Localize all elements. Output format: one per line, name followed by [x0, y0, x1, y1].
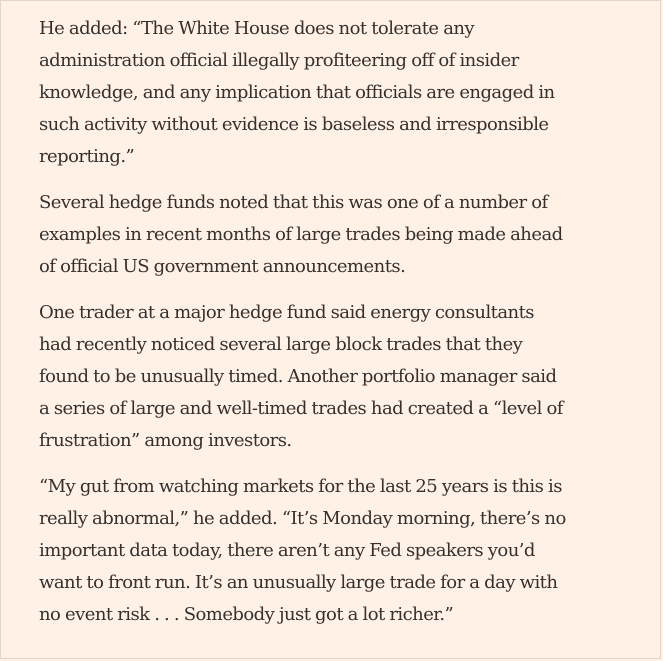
text-line: had recently noticed several large block trades that they: [39, 334, 523, 355]
text-line: “My gut from watching markets for the last 25 years is this is: [39, 476, 562, 497]
text-line: frustration” among investors.: [39, 430, 292, 451]
paragraph-gut-quote: [39, 471, 649, 631]
paragraph-hedge-funds: [39, 187, 649, 283]
text-line: no event risk . . . Somebody just got a lot richer.”: [39, 604, 454, 625]
text-line: found to be unusually timed. Another portfolio manager said: [39, 366, 557, 387]
text-line: reporting.”: [39, 146, 135, 167]
paragraph-trader-comments: [39, 297, 649, 457]
paragraph-white-house-statement: [39, 13, 649, 173]
text-line: administration official illegally profiteering off of insider: [39, 50, 519, 71]
text-line: knowledge, and any implication that officials are engaged in: [39, 82, 555, 103]
text-line: He added: “The White House does not tolerate any: [39, 18, 475, 39]
article-body: [39, 13, 649, 645]
text-line: of official US government announcements.: [39, 256, 406, 277]
text-line: One trader at a major hedge fund said energy consultants: [39, 302, 534, 323]
text-line: Several hedge funds noted that this was one of a number of: [39, 192, 548, 213]
text-line: a series of large and well-timed trades had created a “level of: [39, 398, 563, 419]
text-line: important data today, there aren’t any Fed speakers you’d: [39, 540, 535, 561]
text-line: really abnormal,” he added. “It’s Monday morning, there’s no: [39, 508, 566, 529]
text-line: want to front run. It’s an unusually large trade for a day with: [39, 572, 558, 593]
text-line: examples in recent months of large trades being made ahead: [39, 224, 563, 245]
text-line: such activity without evidence is baseless and irresponsible: [39, 114, 549, 135]
